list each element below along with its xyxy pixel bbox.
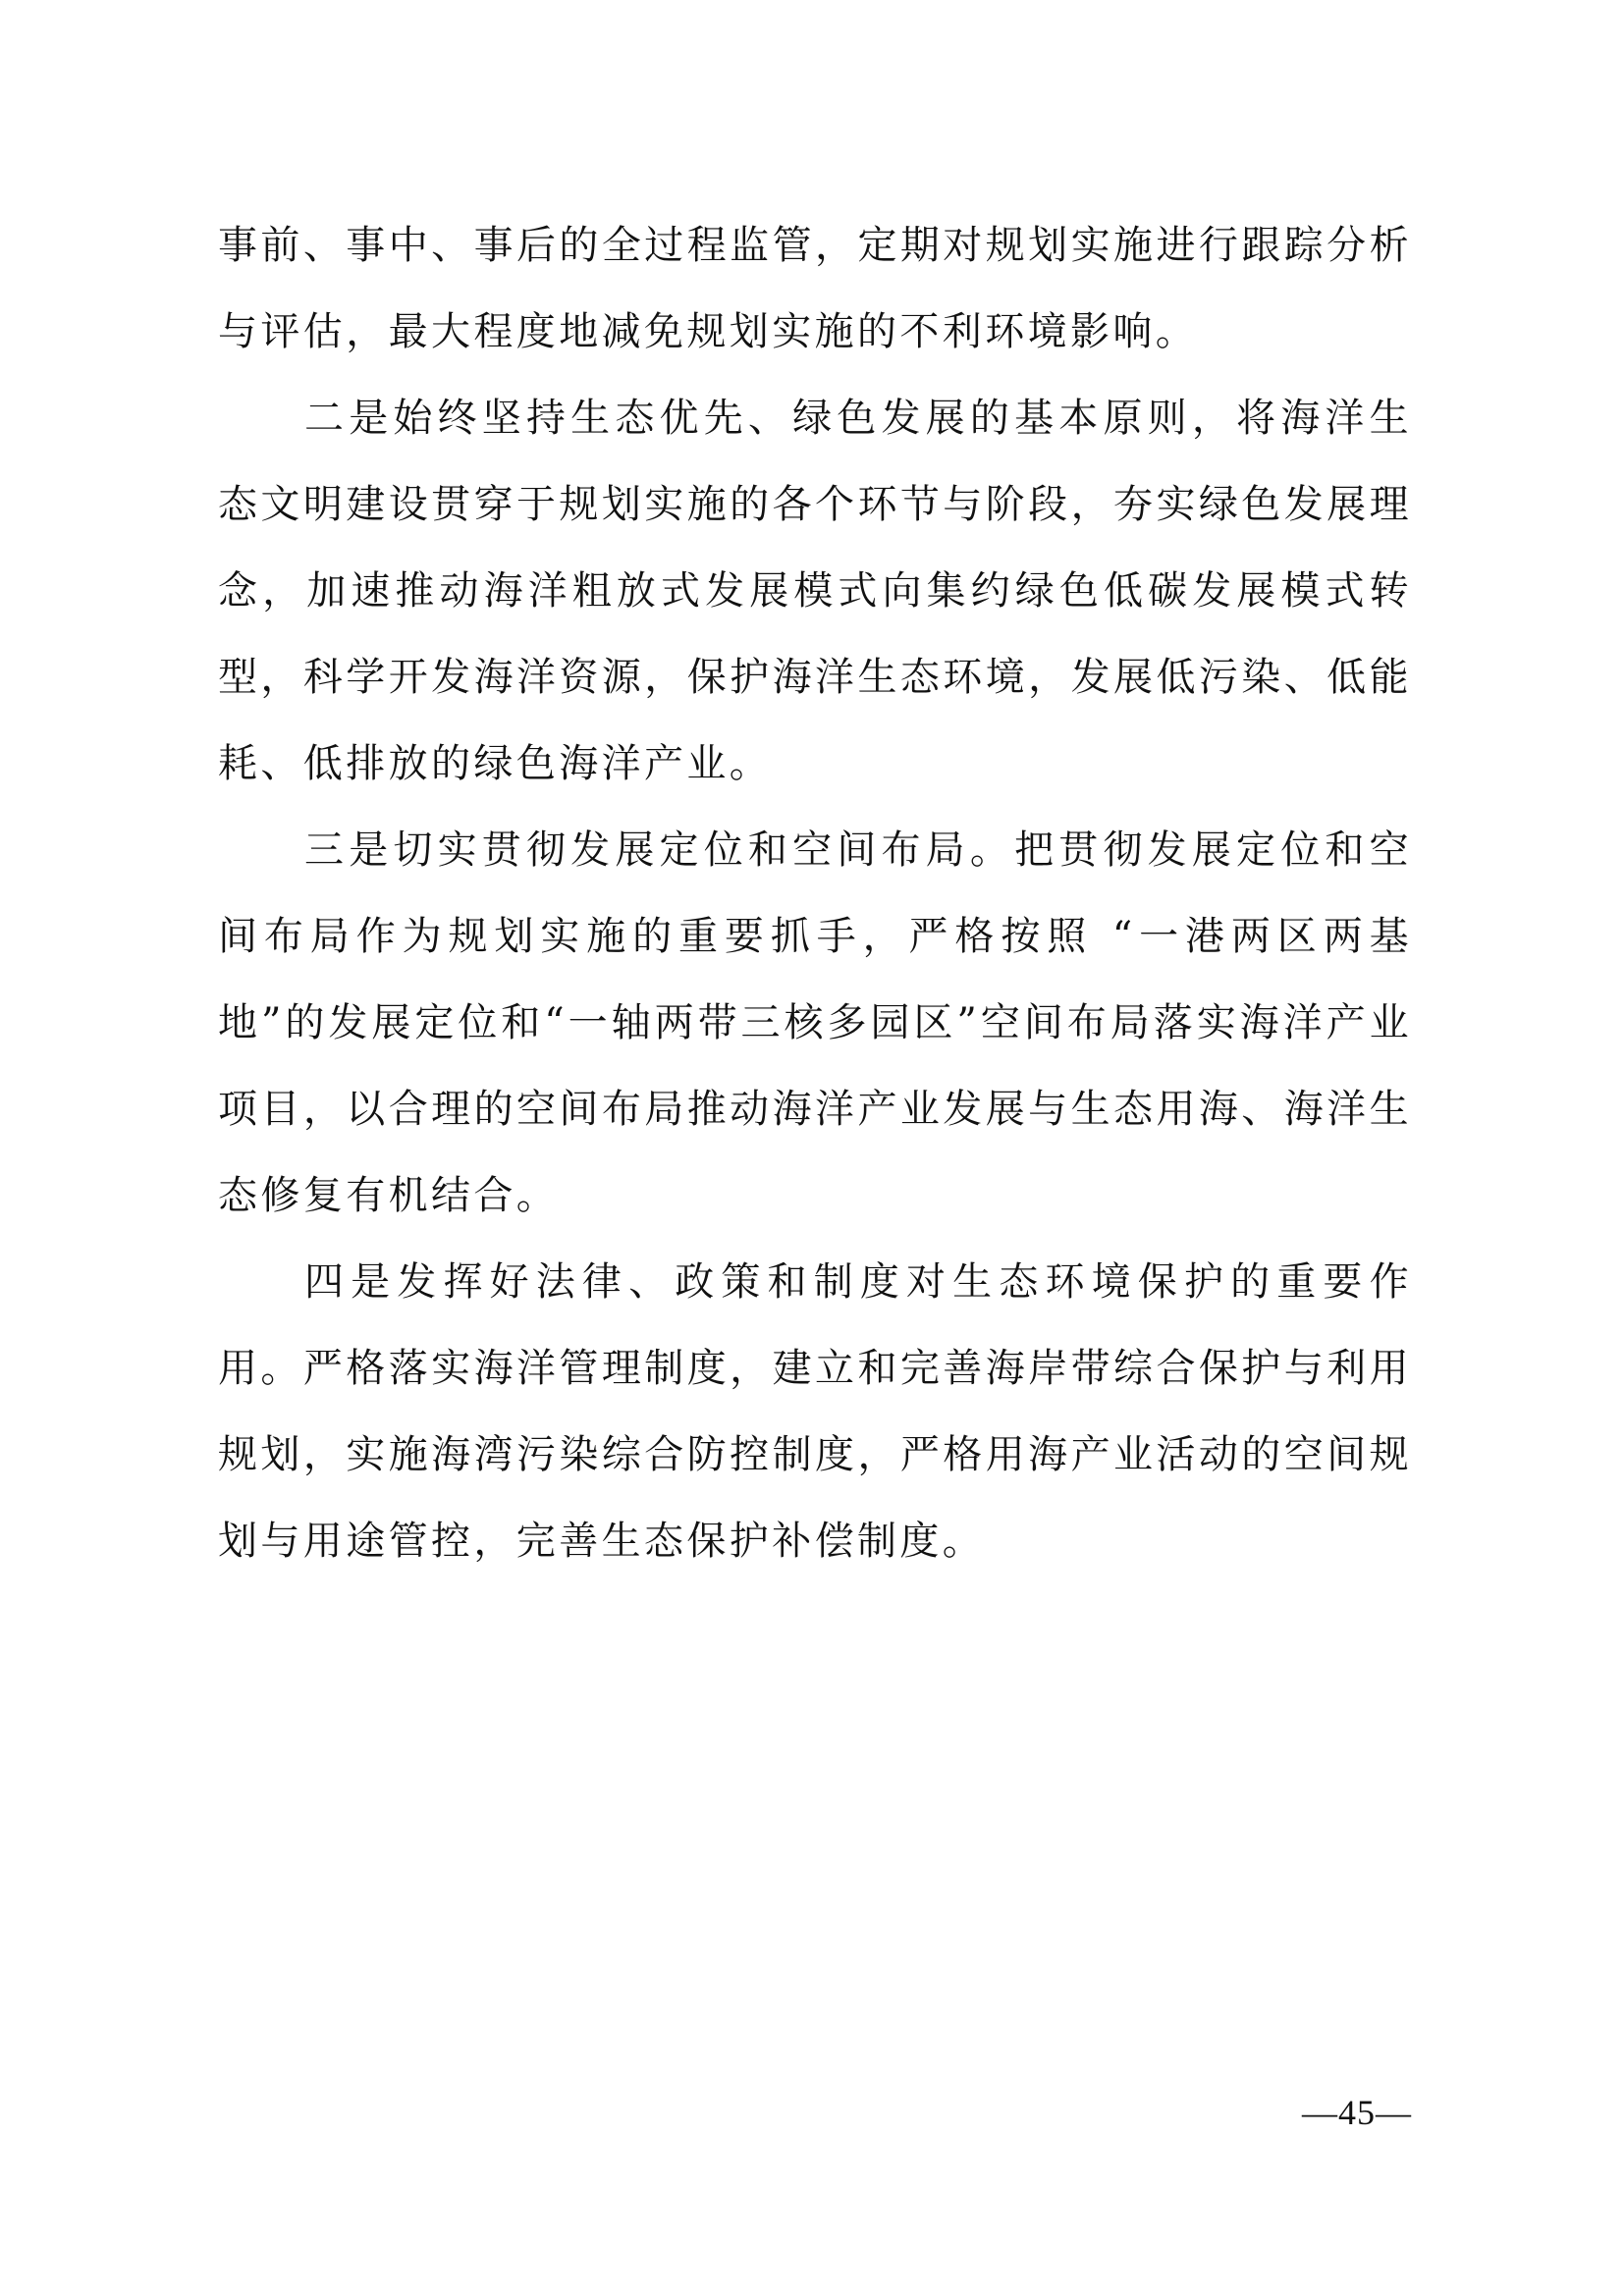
page-number: —45—: [1302, 2093, 1412, 2132]
paragraph-continuation: 事前、事中、事后的全过程监管，定期对规划实施进行跟踪分析与评估，最大程度地减免规划实施的不利环境影响。: [218, 223, 1412, 354]
paragraph-ecology-priority: 二是始终坚持生态优先、绿色发展的基本原则，将海洋生态文明建设贯穿于规划实施的各个环节与阶段，夯实绿色发展理念，加速推动海洋粗放式发展模式向集约绿色低碳发展模式转型，科学开发海洋资源，保护海洋生态环境，发展低污染、低能耗、低排放的绿色海洋产业。: [218, 396, 1412, 786]
body-text: [218, 202, 1412, 1584]
paragraph-spatial-layout: 三是切实贯彻发展定位和空间布局。把贯彻发展定位和空间布局作为规划实施的重要抓手，严格按照 “一港两区两基地”的发展定位和“一轴两带三核多园区”空间布局落实海洋产业项目，以合理的空间布局推动海洋产业发展与生态用海、海洋生态修复有机结合。: [218, 828, 1412, 1218]
paragraph-legal-policy: 四是发挥好法律、政策和制度对生态环境保护的重要作用。严格落实海洋管理制度，建立和完善海岸带综合保护与利用规划，实施海湾污染综合防控制度，严格用海产业活动的空间规划与用途管控，完善生态保护补偿制度。: [218, 1259, 1412, 1564]
